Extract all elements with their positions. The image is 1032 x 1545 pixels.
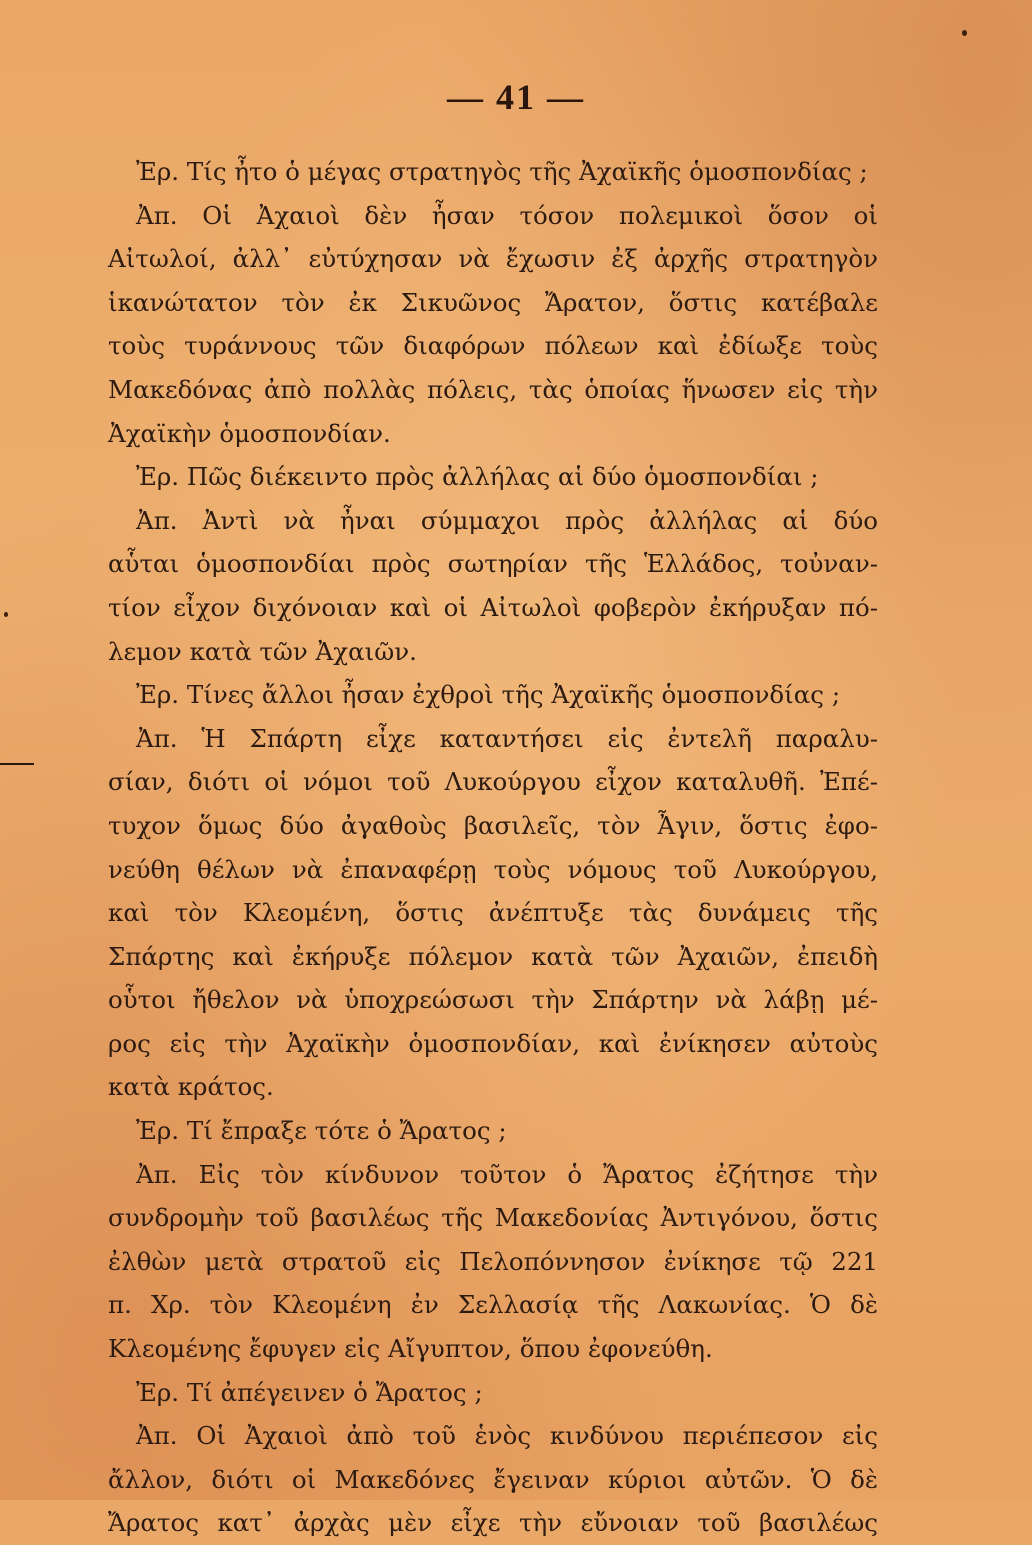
- text-line: Σπάρτης καὶ ἐκήρυξε πόλεμον κατὰ τῶν Ἀχαιῶν, ἐπειδὴ: [108, 941, 878, 971]
- text-line: Ἀπ. Ἀντὶ νὰ ἦναι σύμμαχοι πρὸς ἀλλήλας αἱ δύο: [136, 505, 878, 535]
- text-line: Κλεομένης ἔφυγεν εἰς Αἴγυπτον, ὅπου ἐφονεύθη.: [108, 1334, 713, 1364]
- text-line: Ἐρ. Τί ἔπραξε τότε ὁ Ἄρατος ;: [136, 1116, 507, 1146]
- text-line: Ἀπ. Εἰς τὸν κίνδυνον τοῦτον ὁ Ἄρατος ἐζήτησε τὴν: [136, 1159, 878, 1189]
- text-line: Ἐρ. Τίς ἦτο ὁ μέγας στρατηγὸς τῆς Ἀχαϊκῆς ὁμοσπονδίας ;: [136, 157, 868, 186]
- text-line: Ἐρ. Πῶς διέκειντο πρὸς ἀλλήλας αἱ δύο ὁμοσπονδίαι ;: [136, 462, 819, 492]
- text-line: ἐλθὼν μετὰ στρατοῦ εἰς Πελοπόννησον ἐνίκησε τῷ 221: [108, 1246, 878, 1276]
- margin-mark: [0, 763, 34, 765]
- text-line: π. Χρ. τὸν Κλεομένη ἐν Σελλασίᾳ τῆς Λακωνίας. Ὁ δὲ: [108, 1290, 878, 1320]
- text-line: Ἀπ. Ἡ Σπάρτη εἶχε καταντήσει εἰς ἐντελῆ παραλυ-: [136, 723, 878, 753]
- text-line: τίον εἶχον διχόνοιαν καὶ οἱ Αἰτωλοὶ φοβερὸν ἐκήρυξαν πό-: [108, 592, 878, 622]
- text-line: Ἐρ. Τί ἀπέγεινεν ὁ Ἄρατος ;: [136, 1377, 483, 1407]
- text-line: Ἄρατος κατ᾽ ἀρχὰς μὲν εἶχε τὴν εὔνοιαν τοῦ βασιλέως: [108, 1508, 878, 1538]
- text-line: Ἀχαϊκὴν ὁμοσπονδίαν.: [108, 418, 391, 448]
- text-line: ἄλλον, διότι οἱ Μακεδόνες ἔγειναν κύριοι αὐτῶν. Ὁ δὲ: [108, 1464, 878, 1494]
- text-line: οὗτοι ἤθελον νὰ ὑποχρεώσωσι τὴν Σπάρτην νὰ λάβῃ μέ-: [108, 985, 878, 1015]
- text-line: αὗται ὁμοσπονδίαι πρὸς σωτηρίαν τῆς Ἑλλάδος, τοὐναν-: [108, 549, 878, 579]
- text-line: ἱκανώτατον τὸν ἐκ Σικυῶνος Ἄρατον, ὅστις κατέβαλε: [108, 287, 878, 317]
- text-line: Ἀπ. Οἱ Ἀχαιοὶ δὲν ἦσαν τόσον πολεμικοὶ ὅσον οἱ: [136, 200, 878, 230]
- text-line: συνδρομὴν τοῦ βασιλέως τῆς Μακεδονίας Ἀντιγόνου, ὅστις: [108, 1203, 878, 1233]
- text-line: Ἐρ. Τίνες ἄλλοι ἦσαν ἐχθροὶ τῆς Ἀχαϊκῆς ὁμοσπονδίας ;: [136, 680, 841, 710]
- text-line: Μακεδόνας ἀπὸ πολλὰς πόλεις, τὰς ὁποίας ἥνωσεν εἰς τὴν: [108, 374, 878, 404]
- text-line: τοὺς τυράννους τῶν διαφόρων πόλεων καὶ ἐδίωξε τοὺς: [108, 331, 878, 361]
- ink-speck: [962, 30, 967, 36]
- text-line: τυχον ὅμως δύο ἀγαθοὺς βασιλεῖς, τὸν Ἆγιν, ὅστις ἐφο-: [108, 810, 878, 840]
- body-text: [108, 150, 878, 1545]
- text-line: ρος εἰς τὴν Ἀχαϊκὴν ὁμοσπονδίαν, καὶ ἐνίκησεν αὐτοὺς: [108, 1028, 878, 1058]
- text-line: σίαν, διότι οἱ νόμοι τοῦ Λυκούργου εἶχον καταλυθῆ. Ἐπέ-: [108, 767, 878, 797]
- page-number: — 41 —: [447, 77, 585, 117]
- text-line: Ἀπ. Οἱ Ἀχαιοὶ ἀπὸ τοῦ ἑνὸς κινδύνου περιέπεσον εἰς: [136, 1421, 878, 1451]
- ink-speck: [4, 612, 8, 617]
- text-line: Αἰτωλοί, ἀλλ᾽ εὐτύχησαν νὰ ἔχωσιν ἐξ ἀρχῆς στρατηγὸν: [108, 244, 878, 274]
- text-line: νεύθη θέλων νὰ ἐπαναφέρῃ τοὺς νόμους τοῦ Λυκούργου,: [108, 854, 878, 884]
- text-line: καὶ τὸν Κλεομένη, ὅστις ἀνέπτυξε τὰς δυνάμεις τῆς: [108, 898, 878, 928]
- text-line: κατὰ κράτος.: [108, 1072, 274, 1102]
- text-line: λεμον κατὰ τῶν Ἀχαιῶν.: [108, 636, 417, 666]
